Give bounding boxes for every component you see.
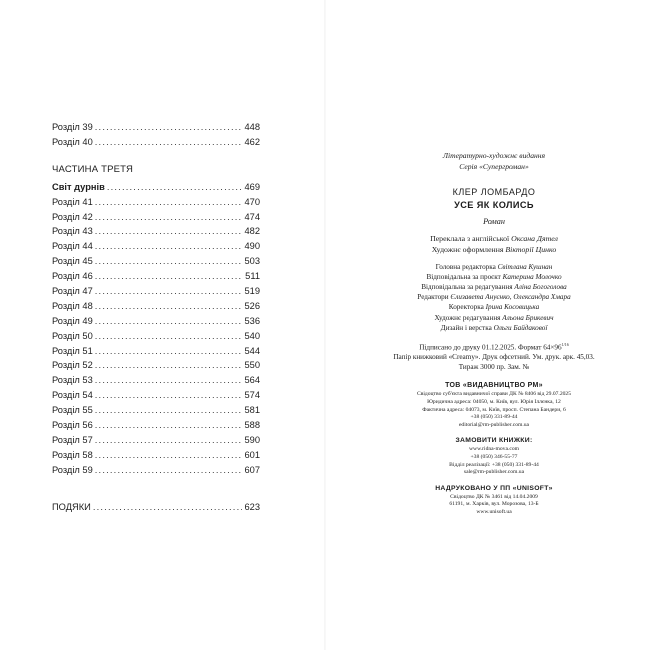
toc-entry	[52, 239, 260, 254]
dot-leader	[95, 358, 243, 373]
staff-role: Головна редакторка	[435, 262, 496, 271]
print-signed: Підписано до друку 01.12.2025. Формат 64×96	[419, 343, 562, 352]
toc-entry-page: 564	[244, 375, 260, 386]
toc-entry-title: Розділ 54	[52, 390, 93, 401]
designer-role: Художнє оформлення	[431, 245, 504, 255]
toc-entry-page: 470	[244, 196, 260, 207]
toc-entry	[52, 299, 260, 314]
toc-entry-title: Розділ 50	[52, 330, 93, 341]
dot-leader	[95, 254, 243, 269]
toc-entry-page: 490	[244, 241, 260, 252]
toc-entry-title: Розділ 42	[52, 211, 93, 222]
toc-entry	[52, 344, 260, 359]
printer-line: 61191, м. Харків, вул. Морозова, 13-Б	[449, 501, 539, 508]
publisher-line: Фактична адреса: 04073, м. Київ, просп. Степана Бандери, 6	[422, 406, 566, 413]
translator-role: Переклала з англійської	[430, 234, 510, 243]
toc-entry-title: Розділ 53	[52, 375, 93, 386]
staff-name: Ірина Косовицька	[485, 303, 540, 312]
toc-group-before	[52, 120, 260, 150]
author-name: КЛЕР ЛОМБАРДО	[452, 187, 536, 197]
staff-name: Аліна Богоголова	[514, 283, 567, 291]
toc-entry-page: 482	[244, 226, 260, 237]
book-title: УСЕ ЯК КОЛИСЬ	[454, 200, 534, 210]
toc-entry-page: 550	[244, 360, 260, 371]
toc-entry-title: Розділ 39	[52, 122, 93, 132]
toc-entry-title: Розділ 51	[52, 345, 93, 356]
toc-entry-title: Розділ 41	[52, 196, 93, 207]
toc-entry-page: 574	[244, 390, 260, 401]
translator-name: Оксана Дятел	[511, 234, 558, 243]
staff-role: Дизайн і верстка	[440, 323, 492, 332]
staff-credit	[378, 282, 610, 292]
staff-role: Відповідальна за проєкт	[426, 272, 501, 281]
toc-entry-title: Розділ 47	[52, 286, 93, 297]
publisher-line: editorial@rm-publisher.com.ua	[458, 421, 530, 428]
toc-entry	[52, 373, 260, 388]
toc-group-part	[52, 180, 260, 478]
toc-entry-page: 474	[244, 211, 260, 222]
printer-heading: НАДРУКОВАНО У ПП «UNISOFT»	[435, 484, 553, 492]
dot-leader	[95, 373, 243, 388]
toc-entry-title: Розділ 44	[52, 241, 93, 252]
publisher-line: Юридична адреса: 04050, м. Київ, вул. Юрія Іллєнка, 12	[427, 399, 561, 405]
toc-entry-page: 540	[244, 330, 260, 341]
dot-leader	[107, 180, 243, 195]
staff-name: Єлизавета Ануєнко, Олександра Хмара	[450, 293, 571, 302]
staff-role: Редактори	[417, 293, 449, 302]
dot-leader	[95, 224, 243, 239]
staff-credit	[378, 272, 610, 282]
toc-entry-page: 519	[244, 286, 260, 297]
toc-entry-title: Світ дурнів	[52, 181, 105, 192]
toc-entry-title: Розділ 56	[52, 420, 93, 431]
print-signed-line	[378, 340, 610, 352]
toc-entry	[52, 210, 260, 225]
publisher-line: Свідоцтво суб'єкта видавничої справи ДК № 8406 від 29.07.2025	[416, 391, 572, 398]
dot-leader	[95, 314, 243, 329]
staff-role: Коректорка	[448, 303, 484, 312]
toc-entry-title: Розділ 52	[52, 360, 93, 371]
part-heading: ЧАСТИНА ТРЕТЯ	[52, 163, 134, 175]
toc-entry	[52, 120, 260, 135]
toc-entry	[52, 448, 260, 463]
toc-entry	[52, 433, 260, 448]
translator-credit	[378, 233, 610, 244]
toc-entry-page: 526	[244, 300, 260, 311]
toc-entry-page: 536	[244, 315, 260, 326]
toc-entry-title: Розділ 45	[52, 256, 93, 267]
toc-entry-page: 469	[244, 181, 260, 192]
toc-entry-title: Розділ 58	[52, 449, 93, 460]
toc-entry	[52, 403, 260, 418]
toc-entry-page: 623	[244, 501, 260, 512]
toc-entry	[52, 254, 260, 269]
dot-leader	[93, 500, 243, 515]
dot-leader	[95, 239, 243, 254]
printer-line: www.unisoft.ua	[476, 508, 512, 515]
toc-entry-title: Розділ 55	[52, 405, 93, 416]
table-of-contents	[52, 120, 260, 514]
dot-leader	[95, 284, 243, 299]
staff-credit	[378, 302, 610, 312]
dot-leader	[95, 344, 243, 359]
order-heading: ЗАМОВИТИ КНИЖКИ:	[455, 437, 533, 445]
toc-entry-page: 511	[245, 271, 260, 282]
dot-leader	[95, 329, 243, 344]
staff-name: Ольги Байдакової	[493, 323, 548, 332]
imprint-page	[378, 150, 610, 517]
toc-entry	[52, 329, 260, 344]
toc-entry-page: 544	[244, 345, 260, 356]
staff-name: Катерина Молочко	[502, 272, 562, 281]
staff-role: Художнє редагування	[434, 313, 501, 322]
toc-group-after	[52, 500, 260, 515]
designer-name: Вікторії Цинко	[505, 245, 557, 255]
dot-leader	[95, 210, 243, 225]
toc-entry-page: 601	[244, 449, 260, 460]
staff-credit	[378, 323, 610, 333]
staff-credit	[378, 262, 610, 272]
toc-entry-page: 590	[244, 434, 260, 445]
print-run: Тираж 3000 пр. Зам. №	[458, 363, 530, 372]
publication-kind: Літературно-художнє видання	[442, 151, 546, 160]
dot-leader	[95, 448, 243, 463]
paper-info: Папір книжковий «Creamy». Друк офсетний. Ум. друк. арк. 45,03.	[393, 353, 595, 362]
toc-entry	[52, 500, 260, 515]
toc-entry	[52, 358, 260, 373]
toc-spacer	[52, 478, 260, 500]
toc-entry-page: 503	[244, 256, 260, 267]
dot-leader	[95, 463, 243, 478]
toc-entry-page: 588	[244, 420, 260, 431]
toc-entry	[52, 314, 260, 329]
dot-leader	[95, 388, 243, 403]
dot-leader	[95, 403, 243, 418]
toc-entry-title: Розділ 59	[52, 464, 93, 475]
order-line: +38 (050) 346-55-77	[470, 453, 518, 460]
toc-entry-title: Розділ 43	[52, 226, 93, 237]
toc-entry-title: Розділ 46	[52, 271, 93, 282]
genre: Роман	[483, 217, 505, 226]
toc-entry-title: Розділ 48	[52, 300, 93, 311]
publisher-name: ТОВ «ВИДАВНИЦТВО РМ»	[445, 382, 543, 390]
order-line: sale@rm-publisher.com.ua	[463, 469, 525, 476]
toc-entry-title: Розділ 57	[52, 434, 93, 445]
toc-entry	[52, 135, 260, 150]
staff-name: Альона Брикевич	[502, 313, 554, 322]
publisher-line: +38 (050) 331-89-44	[470, 414, 518, 421]
order-line: Відділ реалізації: +38 (050) 331-89-44	[449, 461, 539, 468]
toc-entry	[52, 418, 260, 433]
dot-leader	[95, 433, 243, 448]
printer-line: Свідоцтво ДК № 3461 від 14.04.2009	[450, 493, 538, 500]
toc-entry-page: 607	[244, 464, 260, 475]
toc-entry-page: 448	[244, 122, 260, 132]
staff-name: Світлана Кушнан	[497, 262, 553, 271]
dot-leader	[95, 120, 243, 135]
order-line: www.ridna-mova.com	[469, 446, 519, 453]
dot-leader	[95, 418, 243, 433]
toc-entry	[52, 224, 260, 239]
dot-leader	[95, 135, 243, 150]
format-fraction: 1/16	[561, 342, 569, 348]
toc-entry-title: Розділ 49	[52, 315, 93, 326]
toc-entry-title: ПОДЯКИ	[52, 501, 91, 512]
page-gutter	[324, 0, 326, 650]
toc-entry	[52, 388, 260, 403]
dot-leader	[95, 299, 243, 314]
staff-credit	[378, 313, 610, 323]
toc-entry	[52, 195, 260, 210]
toc-entry-title: Розділ 40	[52, 136, 93, 147]
toc-entry	[52, 269, 260, 284]
toc-entry	[52, 180, 260, 195]
series-name: Серія «Супергроман»	[459, 162, 529, 171]
staff-role: Відповідальна за редагування	[421, 283, 513, 291]
toc-entry	[52, 463, 260, 478]
staff-credit	[378, 292, 610, 302]
dot-leader	[95, 269, 243, 284]
toc-entry	[52, 284, 260, 299]
designer-credit	[378, 244, 610, 255]
dot-leader	[95, 195, 243, 210]
toc-entry-page: 462	[244, 136, 260, 147]
toc-entry-page: 581	[244, 405, 260, 416]
